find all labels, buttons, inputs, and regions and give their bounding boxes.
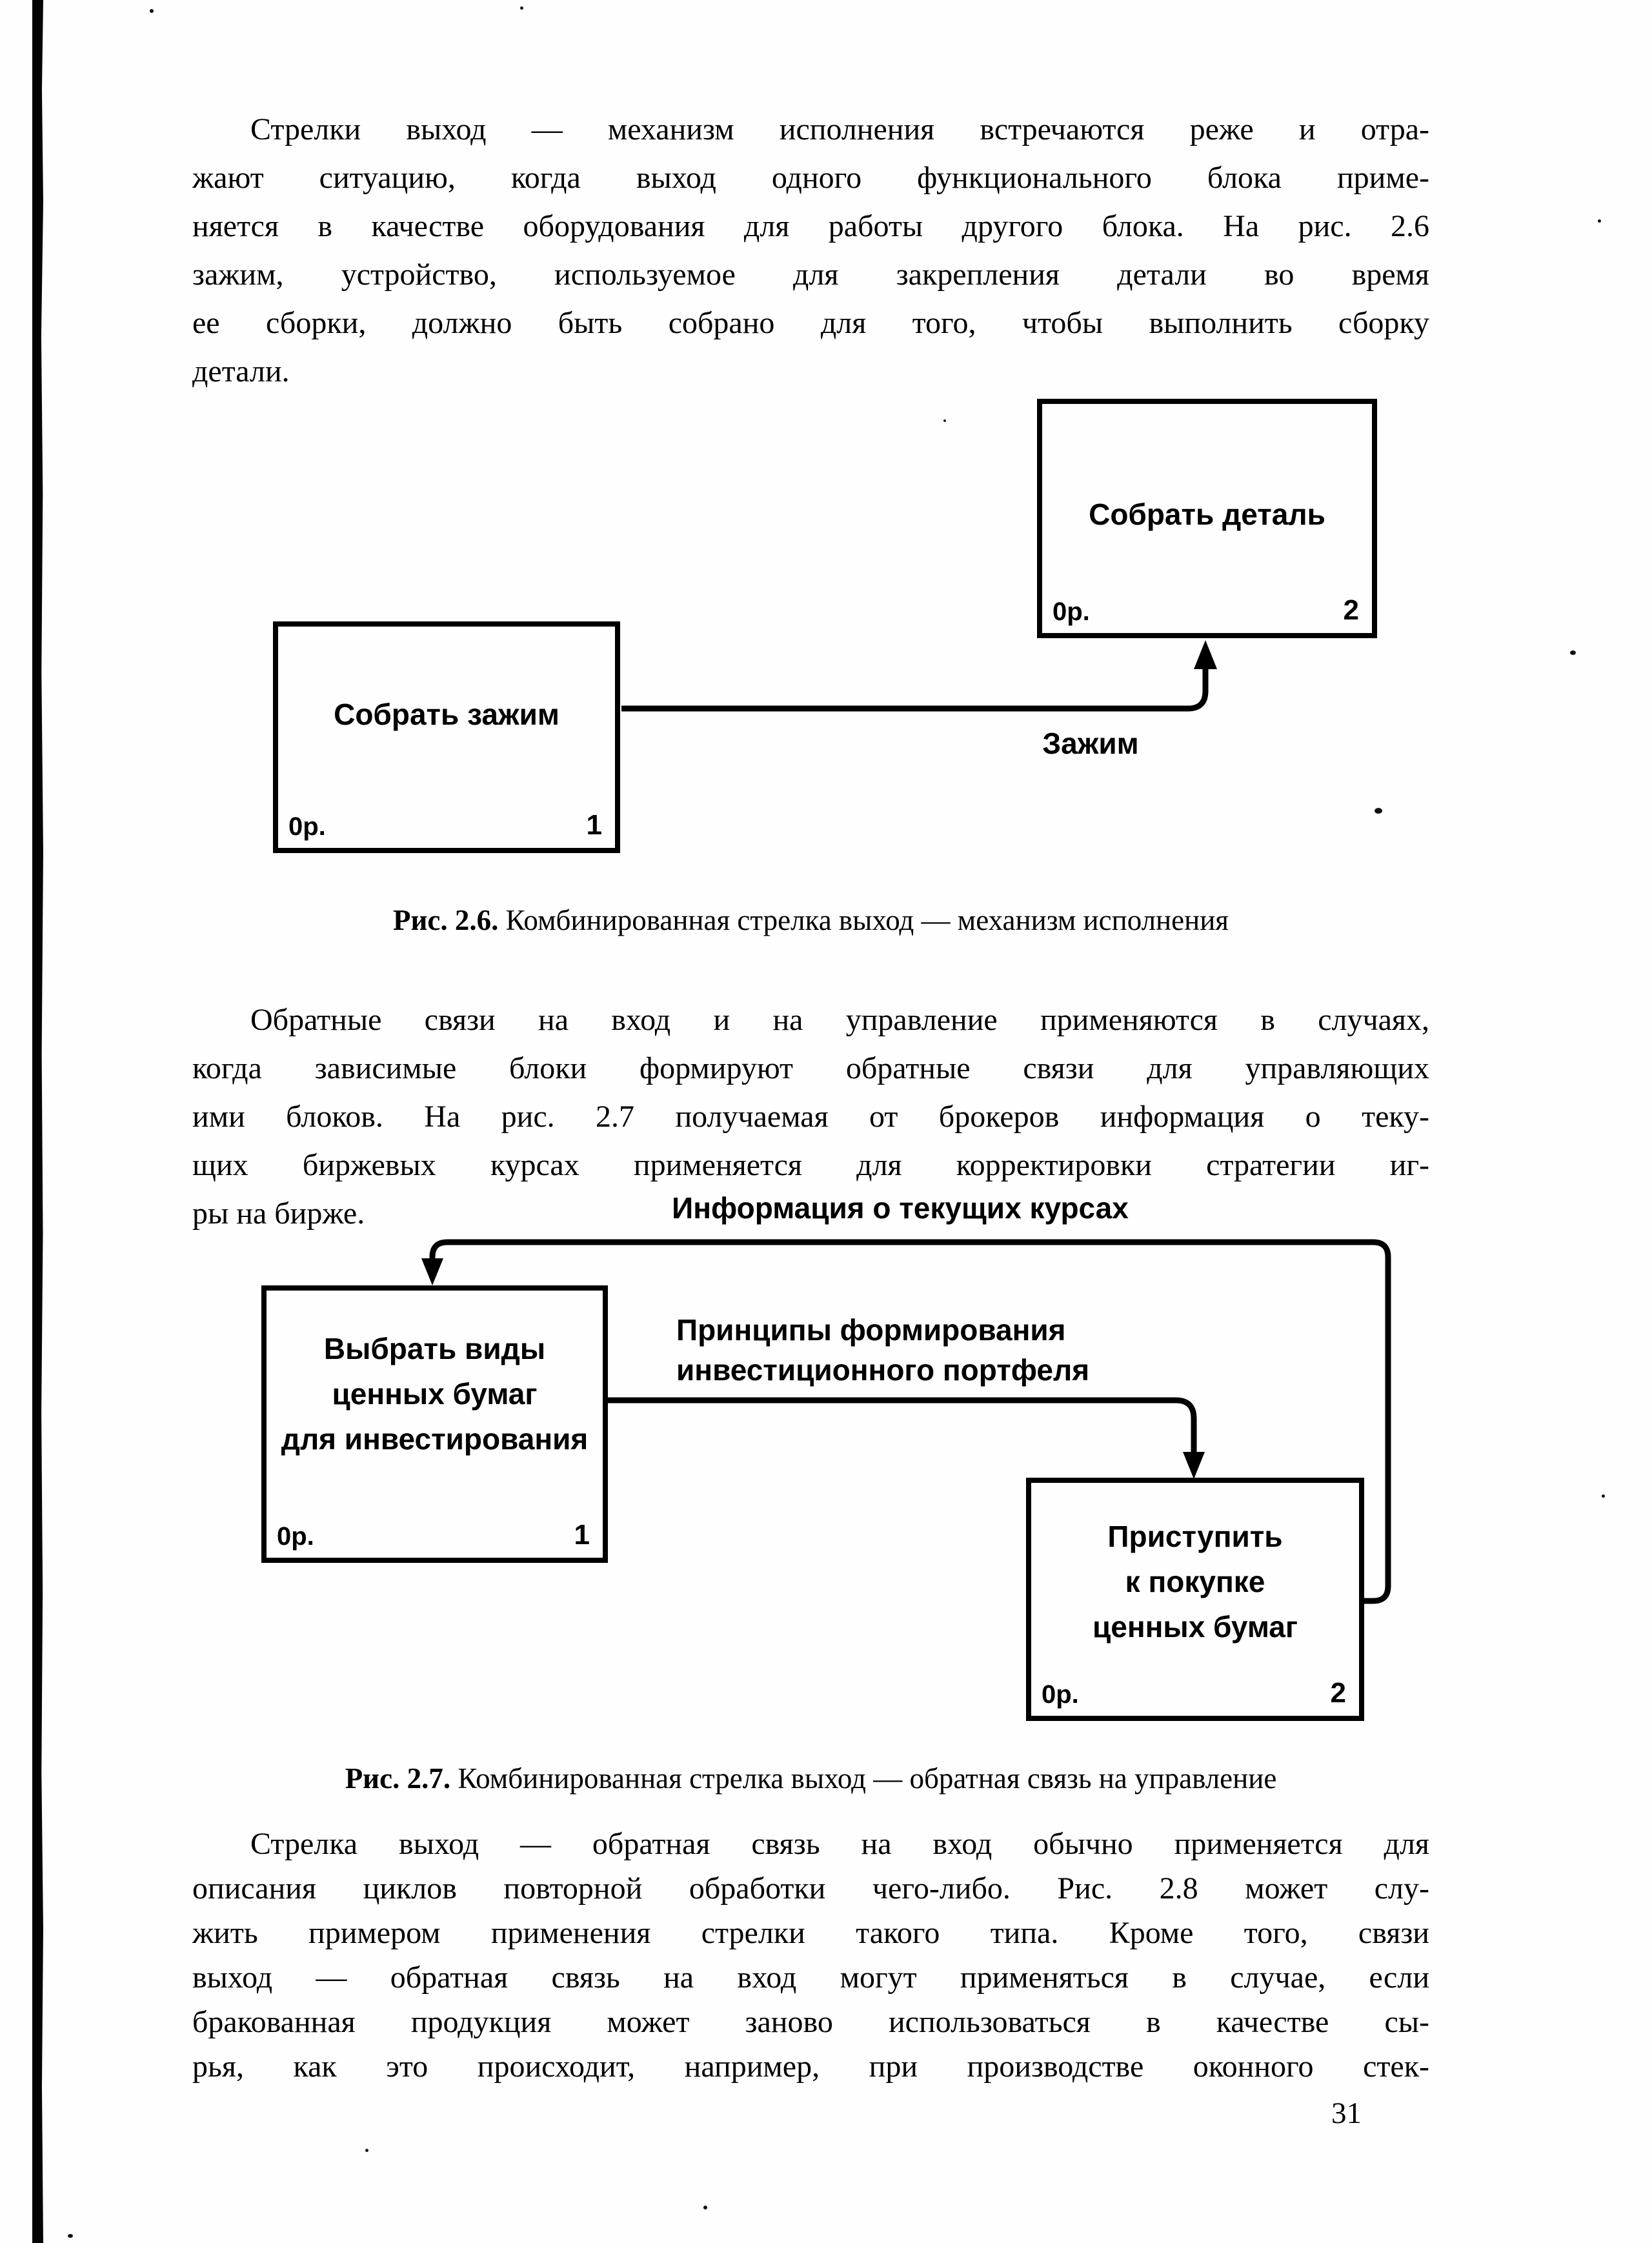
text-line: жают ситуацию, когда выход одного функционального блока приме- [192, 161, 1429, 195]
text-line: Стрелка выход — обратная связь на вход обычно применяется для [250, 1827, 1429, 1861]
feedback-label-current-rates: Информация о текущих курсах [672, 1191, 1129, 1225]
idef-box-buy-securities [1026, 1478, 1364, 1721]
text-line: зажим, устройство, используемое для закрепления детали во время [192, 257, 1429, 292]
box-label-line: к покупке [1125, 1565, 1265, 1598]
arrowhead-into-buy-box [1183, 1452, 1205, 1479]
caption-text: Комбинированная стрелка выход — обратная связь на управление [450, 1762, 1277, 1795]
arrow-clamp-to-detail [621, 669, 1205, 709]
box-label-line: для инвестирования [281, 1422, 589, 1456]
text-line: ры на бирже. [192, 1196, 365, 1231]
arrow-label-line: Принципы формирования [676, 1313, 1066, 1347]
text-line: когда зависимые блоки формируют обратные связи для управляющих [192, 1051, 1429, 1085]
text-line: ими блоков. На рис. 2.7 получаемая от брокеров информация о теку- [192, 1100, 1429, 1134]
idef-box-assemble-detail [1037, 399, 1377, 638]
box-label-line: Выбрать виды [323, 1332, 546, 1365]
box-label: Собрать деталь [1089, 498, 1325, 531]
box-label-line: ценных бумаг [332, 1377, 538, 1411]
page-number: 31 [1331, 2097, 1362, 2130]
figure-2-7-caption [192, 1760, 1429, 1796]
box-number: 1 [574, 1519, 590, 1551]
text-line: описания циклов повторной обработки чего-либо. Рис. 2.8 может слу- [192, 1871, 1429, 1906]
arrow-principles-line [608, 1400, 1194, 1452]
box-cost-label: 0р. [277, 1522, 314, 1551]
caption-number: Рис. 2.6. [393, 904, 499, 936]
paragraph-3 [192, 1822, 1429, 2089]
figure-2-6-caption [192, 902, 1429, 938]
text-line: рья, как это происходит, например, при производстве оконного стек- [192, 2049, 1429, 2084]
box-number: 1 [586, 809, 602, 841]
box-label: Собрать зажим [334, 698, 559, 731]
box-number: 2 [1343, 594, 1359, 626]
text-line: детали. [192, 354, 290, 388]
idef-box-select-securities [261, 1285, 608, 1563]
box-label [267, 1326, 603, 1462]
caption-number: Рис. 2.7. [345, 1762, 451, 1795]
arrowhead-into-select-box [421, 1258, 443, 1285]
arrow-label-clamp: Зажим [1042, 727, 1139, 760]
text-line: бракованная продукция может заново использоваться в качестве сы- [192, 2005, 1429, 2039]
box-label-line: Приступить [1107, 1520, 1283, 1553]
text-line: щих биржевых курсах применяется для корректировки стратегии иг- [192, 1148, 1429, 1182]
text-line: ее сборки, должно быть собрано для того, чтобы выполнить сборку [192, 306, 1429, 340]
box-label-line: ценных бумаг [1092, 1610, 1298, 1644]
caption-text: Комбинированная стрелка выход — механизм исполнения [498, 904, 1229, 936]
arrow-label-principles [676, 1310, 1102, 1390]
text-line: Стрелки выход — механизм исполнения встречаются реже и отра- [250, 112, 1429, 146]
box-cost-label: 0р. [1053, 598, 1090, 626]
box-cost-label: 0р. [1042, 1680, 1079, 1709]
box-cost-label: 0р. [288, 812, 326, 841]
text-line: Обратные связи на вход и на управление применяются в случаях, [250, 1003, 1429, 1037]
text-line: жить примером применения стрелки такого типа. Кроме того, связи [192, 1916, 1429, 1950]
text-line: выход — обратная связь на вход могут применяться в случае, если [192, 1960, 1429, 1995]
arrowhead-into-detail-box [1194, 640, 1217, 669]
box-label [1031, 1514, 1359, 1649]
text-line: няется в качестве оборудования для работы другого блока. На рис. 2.6 [192, 209, 1429, 243]
arrow-label-line: инвестиционного портфеля [676, 1353, 1090, 1387]
idef-box-assemble-clamp [273, 621, 620, 853]
box-number: 2 [1330, 1677, 1346, 1709]
